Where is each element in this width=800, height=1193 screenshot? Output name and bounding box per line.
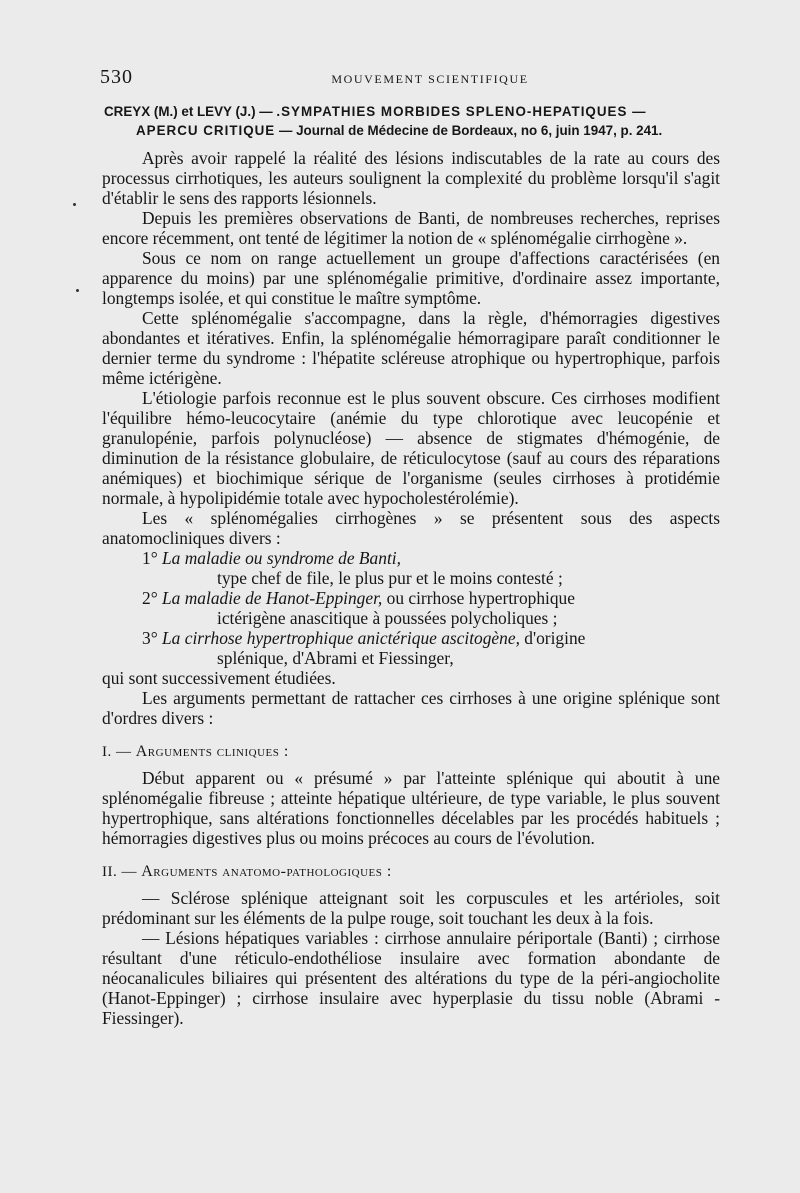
section-number: I. — [102, 744, 132, 760]
section-heading-2 [102, 862, 720, 882]
list-continuation: ictérigène anascitique à poussées polycholiques ; [217, 608, 558, 628]
list-number: 1° [142, 548, 158, 568]
list-title: La cirrhose hypertrophique anictérique ascitogène, [162, 628, 520, 648]
list-number: 3° [142, 628, 158, 648]
list-title: La maladie de Hanot-Eppinger, [162, 588, 383, 608]
citation-dash: — [259, 104, 273, 119]
section-heading-1 [102, 742, 720, 762]
list-rest: ou cirrhose hypertrophique [382, 588, 575, 608]
list-continuation: splénique, d'Abrami et Fiessinger, [217, 648, 454, 668]
list-item [102, 628, 720, 668]
section-number: II. — [102, 864, 137, 880]
journal-title: MOUVEMENT SCIENTIFIQUE [331, 72, 529, 86]
paragraph-2: Depuis les premières observations de Banti, de nombreuses recherches, reprises encore récemment, ont tenté de légitimer la notion de « splénomégalie cirrhogène ». [102, 208, 720, 248]
section-2-text-2: — Lésions hépatiques variables : cirrhose annulaire périportale (Banti) ; cirrhose résultant d'une réticulo-endothéliose insulaire avec formation abondante de néocanalicules biliaires qui présentent des altérations du type de la péri-angiocholite (Hanot-Eppinger) ; cirrhose insulaire avec hyperplasie du tissu noble (Abrami - Fiessinger). [102, 928, 720, 1028]
list-item [102, 588, 720, 628]
paragraph-5: L'étiologie parfois reconnue est le plus souvent obscure. Ces cirrhoses modifient l'équilibre hémo-leucocytaire (anémie du type chlorotique avec leucopénie et granulopénie, parfois polynucléose) — absence de stigmates d'hémogénie, de diminution de la résistance globulaire, de réticulocytose (sauf au cours des réparations anémiques) et biochimique sérique de l'organisme (seules cirrhoses à protidémie normale, à hypolipidémie totale avec hypocholestérolémie). [102, 388, 720, 508]
citation-line-1 [104, 102, 724, 121]
margin-dot [73, 203, 76, 206]
citation-title-2: APERCU CRITIQUE [136, 123, 276, 138]
list-continuation: type chef de file, le plus pur et le moins contesté ; [217, 568, 563, 588]
paragraph-3: Sous ce nom on range actuellement un groupe d'affections caractérisées (en apparence du moins) par une splénomégalie primitive, d'ordinaire assez importante, longtemps isolée, et qui constitue le maître symptôme. [102, 248, 720, 308]
paragraph-4: Cette splénomégalie s'accompagne, dans la règle, d'hémorragies digestives abondantes et itératives. Enfin, la splénomégalie hémorragipare paraît conditionner le dernier terme du syndrome : l'hépatite scléreuse atrophique ou hypertrophique, parfois même ictérigène. [102, 308, 720, 388]
section-1-text: Début apparent ou « présumé » par l'atteinte splénique qui aboutit à une splénomégalie fibreuse ; atteinte hépatique ultérieure, de type variable, le plus souvent hypertrophique, sans altérations fonctionnelles décelables par les procédés habituels ; hémorragies digestives plus ou moins précoces au cours de l'évolution. [102, 768, 720, 848]
section-2-text-1: — Sclérose splénique atteignant soit les corpuscules et les artérioles, soit prédominant sur les éléments de la pulpe rouge, soit touchant les deux à la fois. [102, 888, 720, 928]
citation-title-1: .SYMPATHIES MORBIDES SPLENO-HEPATIQUES — [276, 104, 647, 119]
page-number: 530 [100, 66, 133, 88]
article-body [102, 148, 720, 1028]
citation-line-2 [104, 121, 724, 140]
paragraph-1: Après avoir rappelé la réalité des lésions indiscutables de la rate au cours des processus cirrhotiques, les auteurs soulignent la complexité du problème lorsqu'il s'agit d'établir le sens des rapports lésionnels. [102, 148, 720, 208]
citation-source: — Journal de Médecine de Bordeaux, no 6, juin 1947, p. 241. [278, 123, 663, 138]
citation-authors: CREYX (M.) et LEVY (J.) [104, 104, 256, 119]
section-title: Arguments cliniques : [135, 743, 289, 760]
list-number: 2° [142, 588, 158, 608]
paragraph-7: Les arguments permettant de rattacher ces cirrhoses à une origine splénique sont d'ordres divers : [102, 688, 720, 728]
margin-dot [76, 289, 79, 292]
list-title: La maladie ou syndrome de Banti, [162, 548, 401, 568]
section-title: Arguments anatomo-pathologiques : [141, 863, 392, 880]
article-citation [104, 102, 724, 140]
running-head [100, 66, 720, 92]
list-follow: qui sont successivement étudiées. [102, 668, 336, 688]
list-item [102, 548, 720, 588]
paragraph-6: Les « splénomégalies cirrhogènes » se présentent sous des aspects anatomocliniques divers : [102, 508, 720, 548]
list-rest: d'origine [519, 628, 586, 648]
